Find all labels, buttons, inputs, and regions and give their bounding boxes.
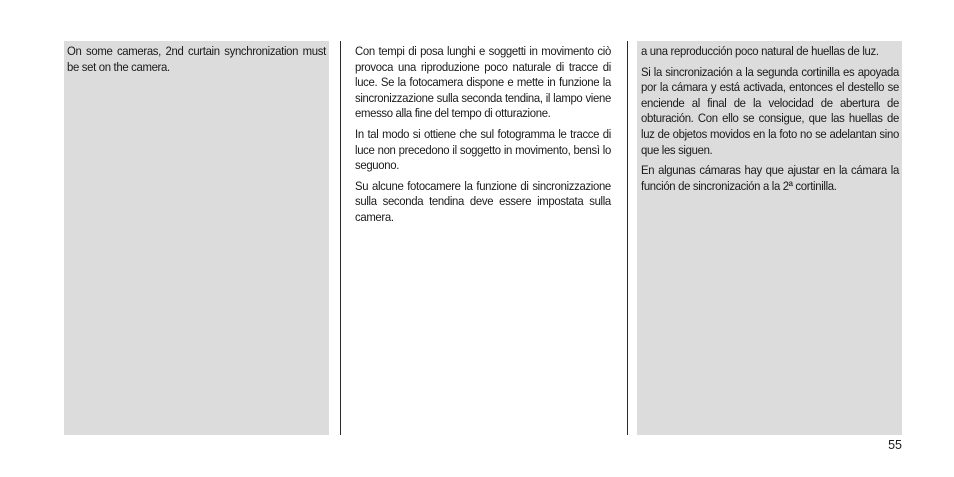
italian-paragraph: In tal modo si ottiene che sul fotogramma le tracce di luce non precedono il soggetto in movimento, bensì lo seguono. (355, 126, 611, 173)
english-paragraph: On some cameras, 2nd curtain synchronization must be set on the camera. (67, 44, 326, 74)
column-divider (340, 41, 341, 435)
spanish-paragraph: Si la sincronización a la segunda cortinilla es apoyada por la cámara y está activada, entonces el destello se enciende al final de la velocidad de abertura de obturación. Con ello se consigue, que las huellas de luz de objetos movidos en la foto no se adelantan sino que les siguen. (641, 64, 899, 157)
english-column (64, 41, 329, 435)
page-number: 55 (888, 438, 902, 452)
italian-paragraph: Con tempi di posa lunghi e soggetti in movimento ciò provoca una riproduzione poco naturale di tracce di luce. Se la fotocamera dispone e mette in funzione la sincronizzazione sulla seconda tendina, il lampo viene emesso alla fine del tempo di otturazione. (355, 44, 611, 121)
spanish-paragraph: En algunas cámaras hay que ajustar en la cámara la función de sincronización a la 2ª cortinilla. (641, 163, 899, 193)
spanish-paragraph: a una reproducción poco natural de huellas de luz. (641, 44, 879, 58)
spanish-column (637, 41, 902, 435)
column-divider (627, 41, 628, 435)
italian-column (355, 41, 614, 435)
italian-paragraph: Su alcune fotocamere la funzione di sincronizzazione sulla seconda tendina deve essere impostata sulla camera. (355, 178, 611, 224)
